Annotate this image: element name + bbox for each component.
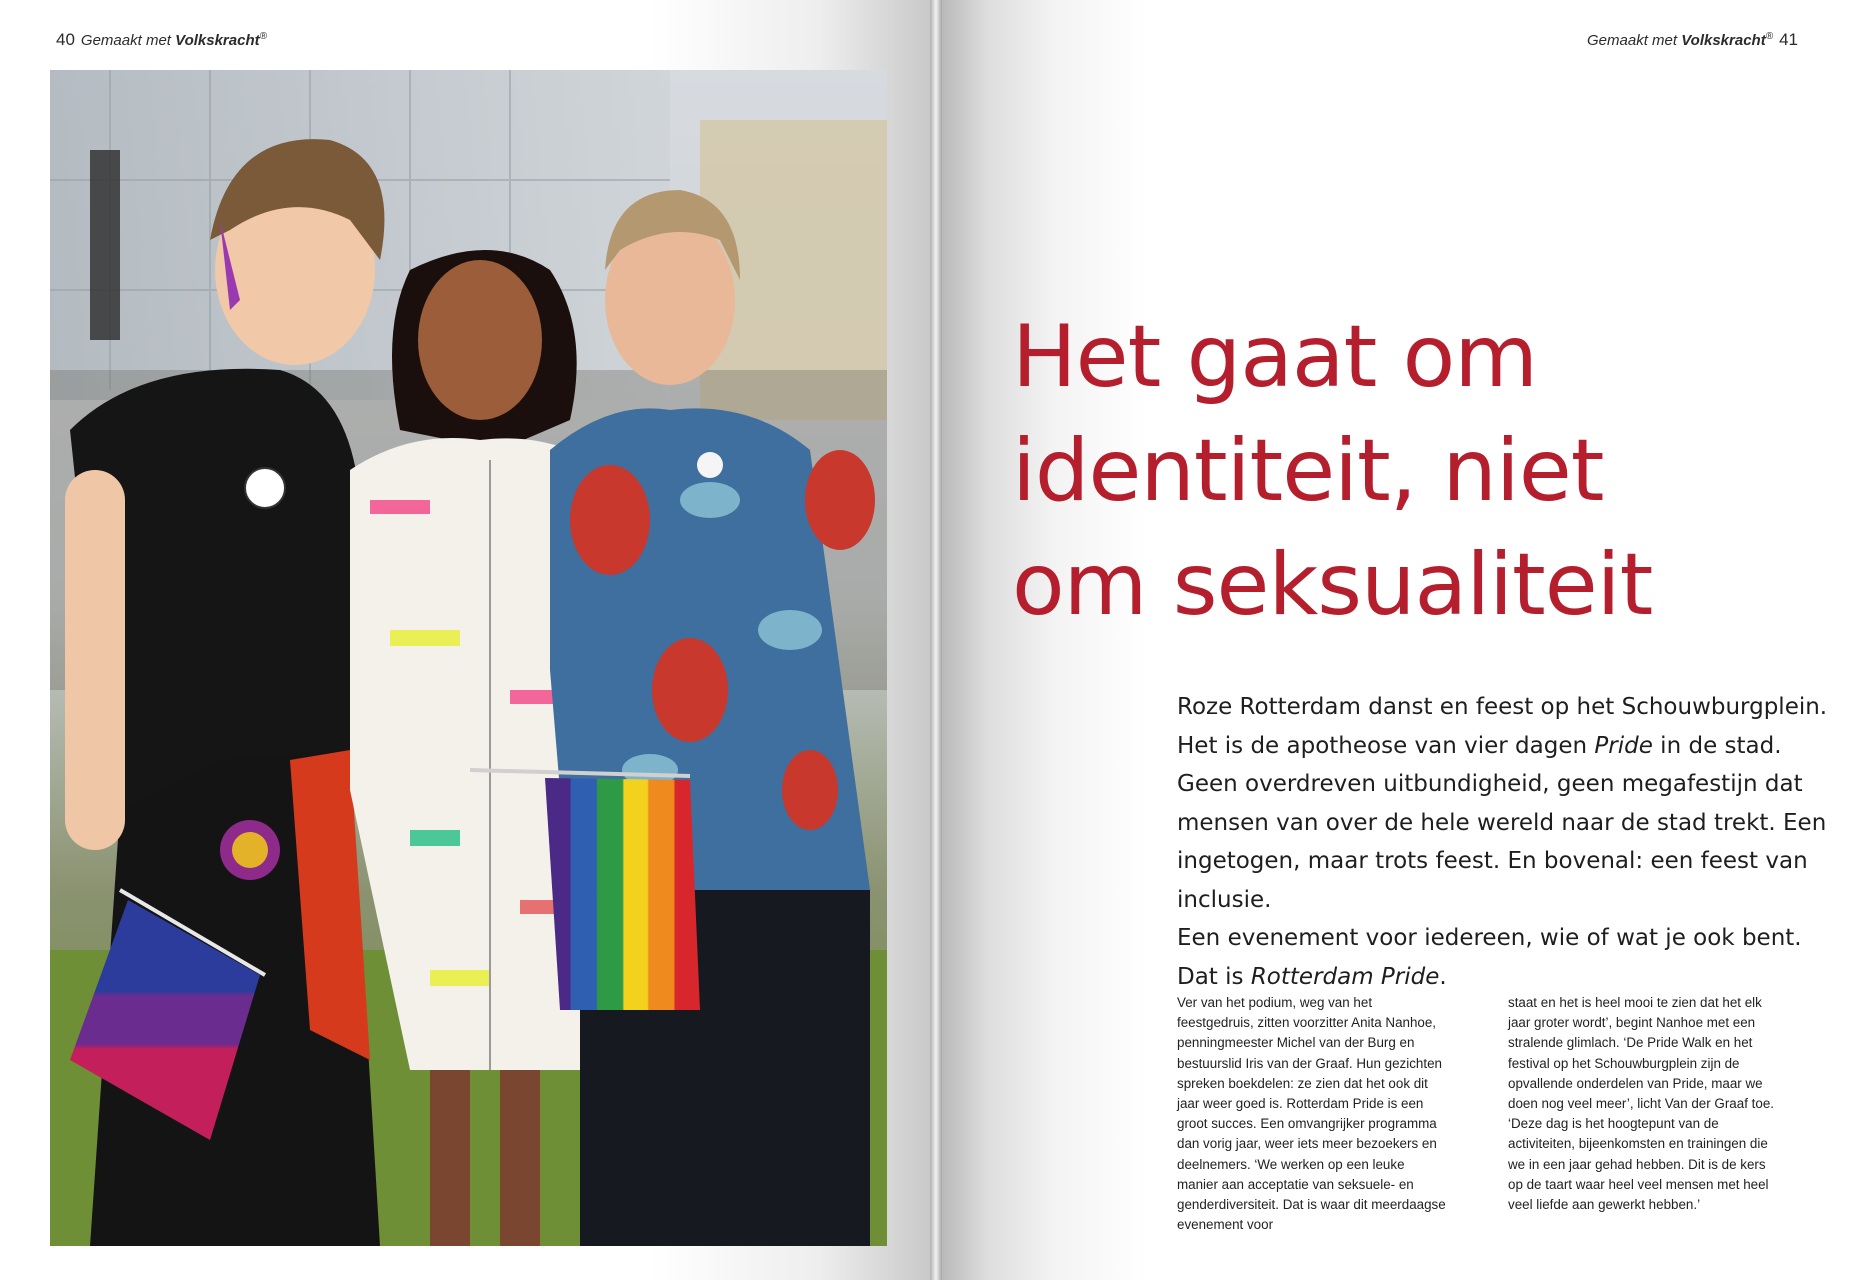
- intro-paragraph: [1177, 688, 1837, 919]
- folio-left: [50, 30, 267, 50]
- intro-line-2: Een evenement voor iedereen, wie of wat je ook bent.: [1177, 925, 1802, 951]
- headline-line-2: identiteit, niet: [1012, 421, 1604, 521]
- intro-rotterdam-pride: Rotterdam Pride: [1250, 963, 1440, 990]
- intro-text-2: in de stad. Geen overdreven uitbundigheid, geen megafestijn dat mensen van over de hele wereld naar de stad trekt. Een ingetogen, maar trots feest. En bovenal: een feest van inclusie.: [1177, 732, 1827, 913]
- article-intro: [1177, 688, 1837, 996]
- folio-brand-left: Volkskracht: [175, 32, 260, 49]
- registered-mark-left: ®: [259, 31, 267, 42]
- left-page: [0, 0, 930, 1280]
- intro-pride-italic: Pride: [1594, 732, 1653, 759]
- folio-text-right: Gemaakt met: [1587, 32, 1678, 49]
- folio-text-left: Gemaakt met: [80, 32, 171, 49]
- page-number-left: 40: [56, 30, 75, 49]
- intro-line-3: [1177, 958, 1837, 997]
- registered-mark-right: ®: [1765, 31, 1774, 42]
- spine-gutter: [930, 0, 942, 1280]
- intro-text-1: Roze Rotterdam danst en feest op het Schouwburgplein. Het is de apotheose van vier dagen: [1177, 694, 1828, 759]
- body-column-2: staat en het is heel mooi te zien dat het elk jaar groter wordt’, begint Nanhoe met een stralende glimlach. ‘De Pride Walk en het festival op het Schouwburgplein zijn de opvallende onderdelen van Pride, maar we doen nog veel meer’, licht Van der Graaf toe. ‘Deze dag is het hoogtepunt van de activiteiten, bijeenkomsten en trainingen die we in een jaar gehad hebben. Dit is de kers op de taart waar heel veel mensen met heel veel liefde aan gewerkt hebben.’: [1508, 995, 1774, 1213]
- folio-right: [1587, 30, 1804, 50]
- headline-line-1: Het gaat om: [1012, 307, 1538, 407]
- article-photo: [50, 70, 887, 1246]
- folio-brand-right: Volkskracht: [1681, 32, 1766, 49]
- article-headline: [1012, 300, 1832, 642]
- page-number-right: 41: [1779, 30, 1798, 49]
- headline-line-3: om seksualiteit: [1012, 535, 1653, 635]
- body-column-1: Ver van het podium, weg van het feestgedruis, zitten voorzitter Anita Nanhoe, penningmeester Michel van der Burg en bestuurslid Iris van der Graaf. Hun gezichten spreken boekdelen: ze zien dat het ook dit jaar weer goed is. Rotterdam Pride is een groot succes. Een omvangrijker programma dan vorig jaar, weer iets meer bezoekers en deelnemers. ‘We werken op een leuke manier aan acceptatie van seksuele- en genderdiversiteit. Dat is waar dit meerdaagse evenement voor: [1177, 995, 1446, 1233]
- intro-line-3-suffix: .: [1439, 963, 1447, 990]
- intro-line-3-prefix: Dat is: [1177, 963, 1251, 990]
- photo-illustration: [50, 70, 887, 1246]
